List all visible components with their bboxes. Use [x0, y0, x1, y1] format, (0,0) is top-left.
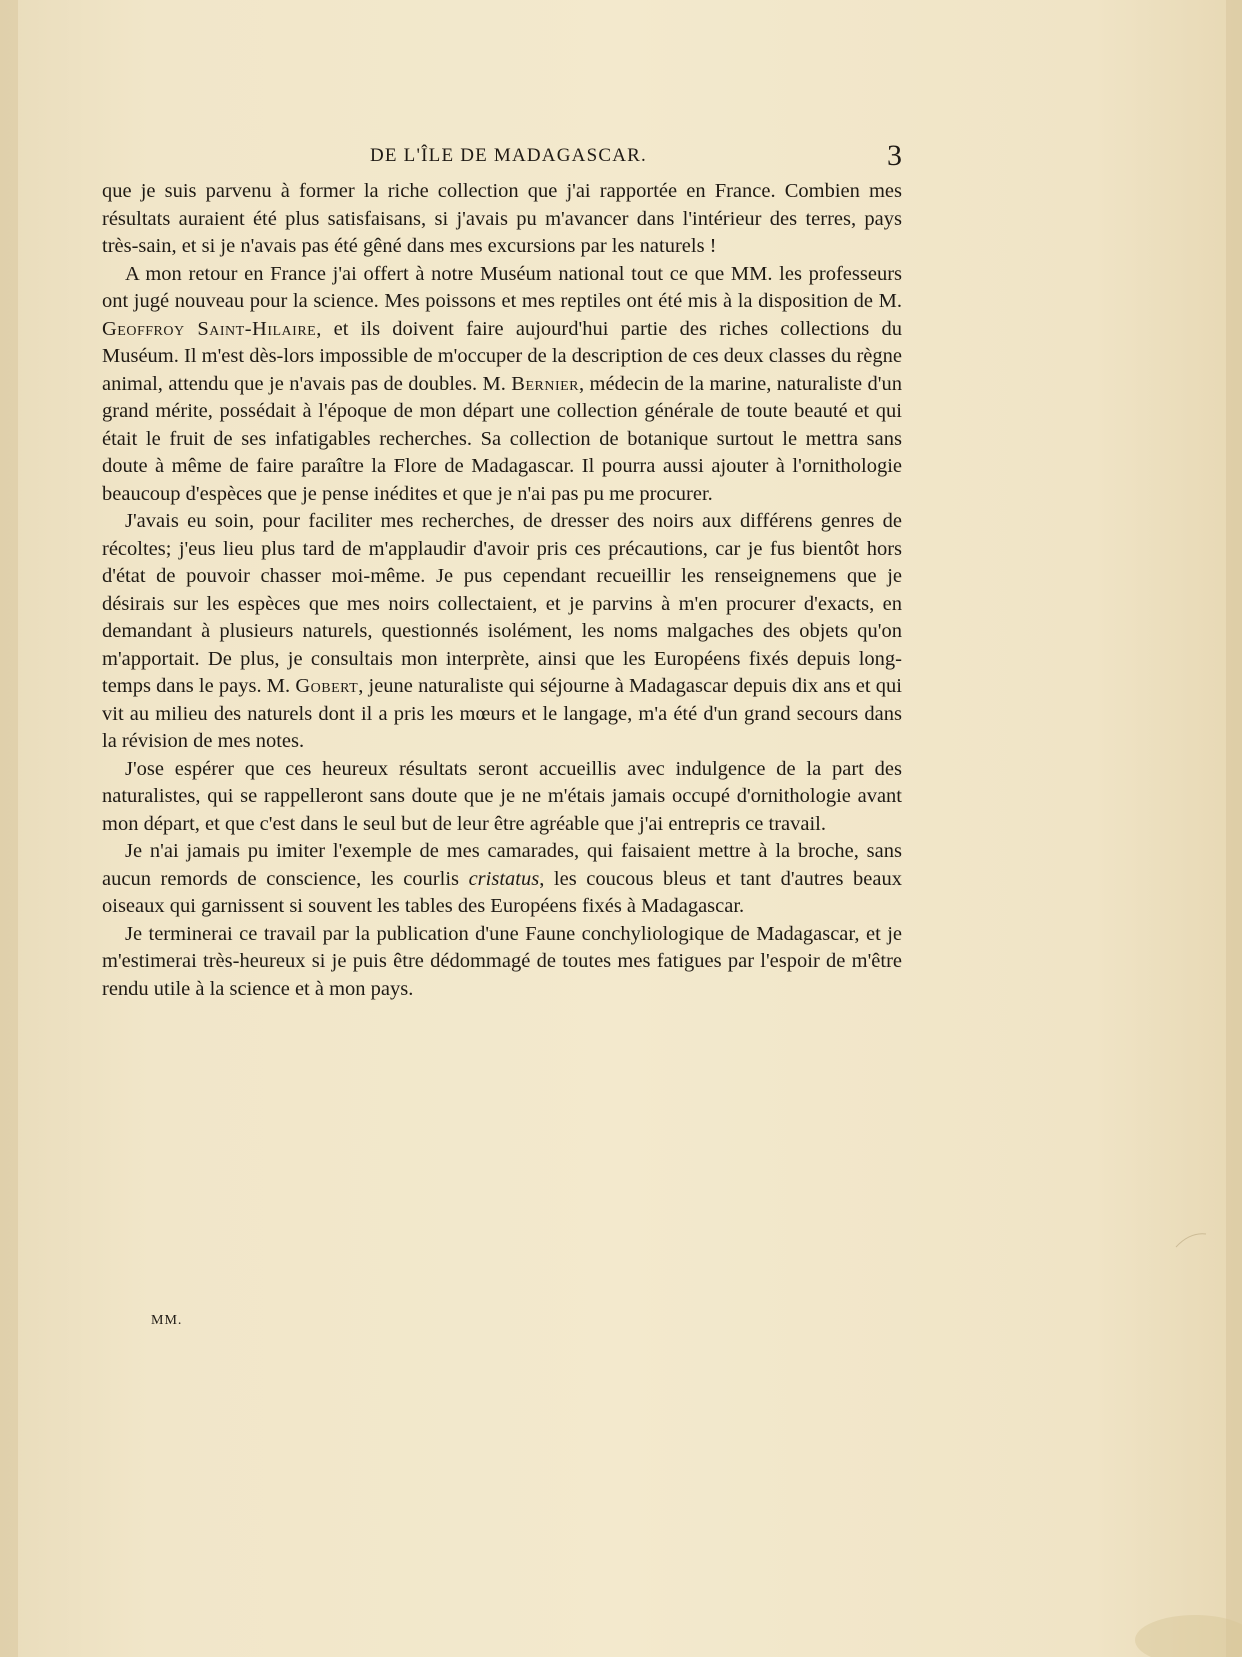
paragraph — [102, 921, 902, 1004]
person-name: Geoffroy Saint-Hilaire — [102, 317, 317, 340]
paragraph — [102, 756, 902, 839]
page-number: 3 — [887, 139, 902, 172]
paragraph — [102, 261, 902, 509]
paragraph — [102, 178, 902, 261]
text-run: J'avais eu soin, pour faciliter mes recherches, de dresser des noirs aux différens genres de récoltes; j'eus lieu plus tard de m'applaudir d'avoir pris ces précautions, car je fus bientôt hors d'état de pouvoir chasser moi-même. Je pus cependant recueillir les renseignemens que je désirais sur les espèces que mes noirs collectaient, et je parvins à m'en procurer d'exacts, en demandant à plusieurs naturels, questionnés isolément, les noms malgaches des objets qu'on m'apportait. De plus, je consultais mon interprète, ainsi que les Européens fixés depuis long-temps dans le pays. M. — [102, 510, 902, 697]
body-text — [102, 178, 902, 1003]
running-title: DE L'ÎLE DE MADAGASCAR. — [370, 145, 647, 166]
page-header — [102, 139, 902, 175]
text-run: J'ose espérer que ces heureux résultats seront accueillis avec indulgence de la part des naturalistes, qui se rappelleront sans doute que je ne m'étais jamais occupé d'ornithologie avant mon départ, et que c'est dans le seul but de leur être agréable que j'ai entrepris ce travail. — [102, 757, 902, 835]
italic-term: cristatus — [468, 867, 540, 890]
text-run: Je n'ai jamais pu imiter l'exemple de mes camarades, qui faisaient mettre à la broche, sans aucun remords de conscience, les courlis — [102, 840, 902, 890]
text-run: , et ils doivent faire aujourd'hui partie des riches collections du Muséum. Il m'est dès-lors impossible de m'occuper de la description de ces deux classes du règne animal, attendu que je n'avais pas de doubles. M. — [102, 317, 902, 395]
text-run: A mon retour en France j'ai offert à notre Muséum national tout ce que MM. les professeurs ont jugé nouveau pour la science. Mes poissons et mes reptiles ont été mis à la disposition de M. — [102, 262, 902, 312]
text-run: que je suis parvenu à former la riche collection que j'ai rapportée en France. Combien mes résultats auraient été plus satisfaisans, si j'avais pu m'avancer dans l'intérieur des terres, pays très-sain, et si je n'avais pas été gêné dans mes excursions par les naturels ! — [102, 180, 902, 257]
text-run: , jeune naturaliste qui séjourne à Madagascar depuis dix ans et qui vit au milieu des naturels dont il a pris les mœurs et le langage, m'a été d'un grand secours dans la révision de mes notes. — [102, 675, 902, 752]
text-run: Je terminerai ce travail par la publication d'une Faune conchyliologique de Madagascar, et je m'estimerai très-heureux si je puis être dédommagé de toutes mes fatigues par l'espoir de m'être rendu utile à la science et à mon pays. — [102, 922, 902, 1000]
person-name: Bernier — [511, 372, 579, 395]
person-name: Gobert — [295, 675, 359, 697]
text-run: , les coucous bleus et tant d'autres beaux oiseaux qui garnissent si souvent les tables des Européens fixés à Madagascar. — [102, 867, 902, 917]
catchword: MM. — [151, 1313, 183, 1328]
paragraph — [102, 508, 902, 756]
text-run: , médecin de la marine, naturaliste d'un grand mérite, possédait à l'époque de mon départ une collection générale de toute beauté et qui était le fruit de ses infatigables recherches. Sa collection de botanique surtout le mettra sans doute à même de faire paraître la Flore de Madagascar. Il pourra aussi ajouter à l'ornithologie beaucoup d'espèces que je pense inédites et que je n'ai pas pu me procurer. — [102, 372, 902, 505]
paragraph — [102, 838, 902, 921]
